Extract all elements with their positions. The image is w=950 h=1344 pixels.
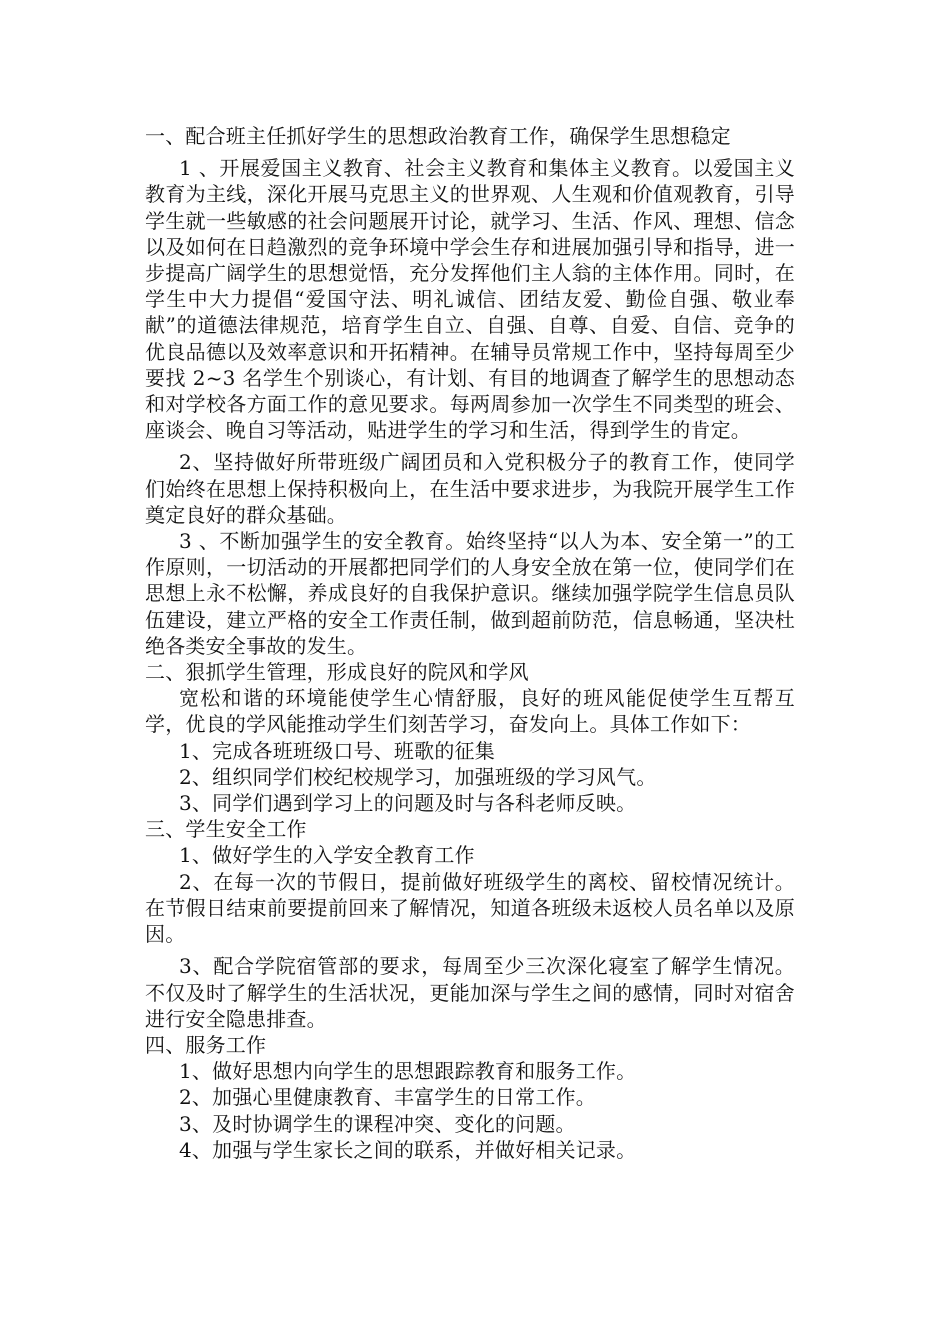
- section-heading-2: 二、狠抓学生管理，形成良好的院风和学风: [145, 660, 529, 685]
- section-heading-3: 三、学生安全工作: [145, 817, 307, 842]
- paragraph: 3 、不断加强学生的安全教育。始终坚持“以人为本、安全第一”的工作原则，一切活动的开展都把同学们的人身安全放在第一位，使同学们在思想上永不松懈，养成良好的自我保护意识。继续加强学院学生信息员队伍建设，建立严格的安全工作责任制，做到超前防范，信息畅通，坚决杜绝各类安全事故的发生。: [145, 529, 795, 658]
- list-item: 3、及时协调学生的课程冲突、变化的问题。: [179, 1111, 576, 1136]
- list-item: 3、同学们遇到学习上的问题及时与各科老师反映。: [179, 791, 637, 816]
- paragraph: 宽松和谐的环境能使学生心情舒服，良好的班风能促使学生互帮互学，优良的学风能推动学生们刻苦学习，奋发向上。具体工作如下：: [145, 686, 795, 737]
- section-heading-4: 四、服务工作: [145, 1032, 267, 1057]
- list-item: 1、做好学生的入学安全教育工作: [179, 843, 475, 868]
- list-item: 1、做好思想内向学生的思想跟踪教育和服务工作。: [179, 1059, 637, 1084]
- list-item: 2、组织同学们校纪校规学习，加强班级的学习风气。: [179, 764, 657, 789]
- list-item: 1、完成各班班级口号、班歌的征集: [179, 738, 495, 763]
- paragraph: 2、坚持做好所带班级广阔团员和入党积极分子的教育工作，使同学们始终在思想上保持积极向上，在生活中要求进步，为我院开展学生工作奠定良好的群众基础。: [145, 450, 795, 527]
- paragraph: 1 、开展爱国主义教育、社会主义教育和集体主义教育。以爱国主义教育为主线，深化开展马克思主义的世界观、人生观和价值观教育，引导学生就一些敏感的社会问题展开讨论，就学习、生活、作风、理想、信念以及如何在日趋激烈的竞争环境中学会生存和进展加强引导和指导，进一步提高广阔学生的思想觉悟，充分发挥他们主人翁的主体作用。同时，在学生中大力提倡“爱国守法、明礼诚信、团结友爱、勤俭自强、敬业奉献”的道德法律规范，培育学生自立、自强、自尊、自爱、自信、竞争的优良品德以及效率意识和开拓精神。在辅导员常规工作中，坚持每周至少要找 2~3 名学生个别谈心，有计划、有目的地调查了解学生的思想动态和对学校各方面工作的意见要求。每两周参加一次学生不同类型的班会、座谈会、晚自习等活动，贴进学生的学习和生活，得到学生的肯定。: [145, 156, 795, 443]
- document-body: [145, 123, 795, 1163]
- list-item: 4、加强与学生家长之间的联系，并做好相关记录。: [179, 1137, 637, 1162]
- list-item: 2、加强心里健康教育、丰富学生的日常工作。: [179, 1085, 596, 1110]
- list-item: 2、在每一次的节假日，提前做好班级学生的离校、留校情况统计。在节假日结束前要提前回来了解情况，知道各班级未返校人员名单以及原因。: [145, 869, 795, 947]
- section-heading-1: 一、配合班主任抓好学生的思想政治教育工作，确保学生思想稳定: [145, 124, 731, 148]
- list-item: 3、配合学院宿管部的要求，每周至少三次深化寝室了解学生情况。不仅及时了解学生的生活状况，更能加深与学生之间的感情，同时对宿舍进行安全隐患排查。: [145, 954, 795, 1031]
